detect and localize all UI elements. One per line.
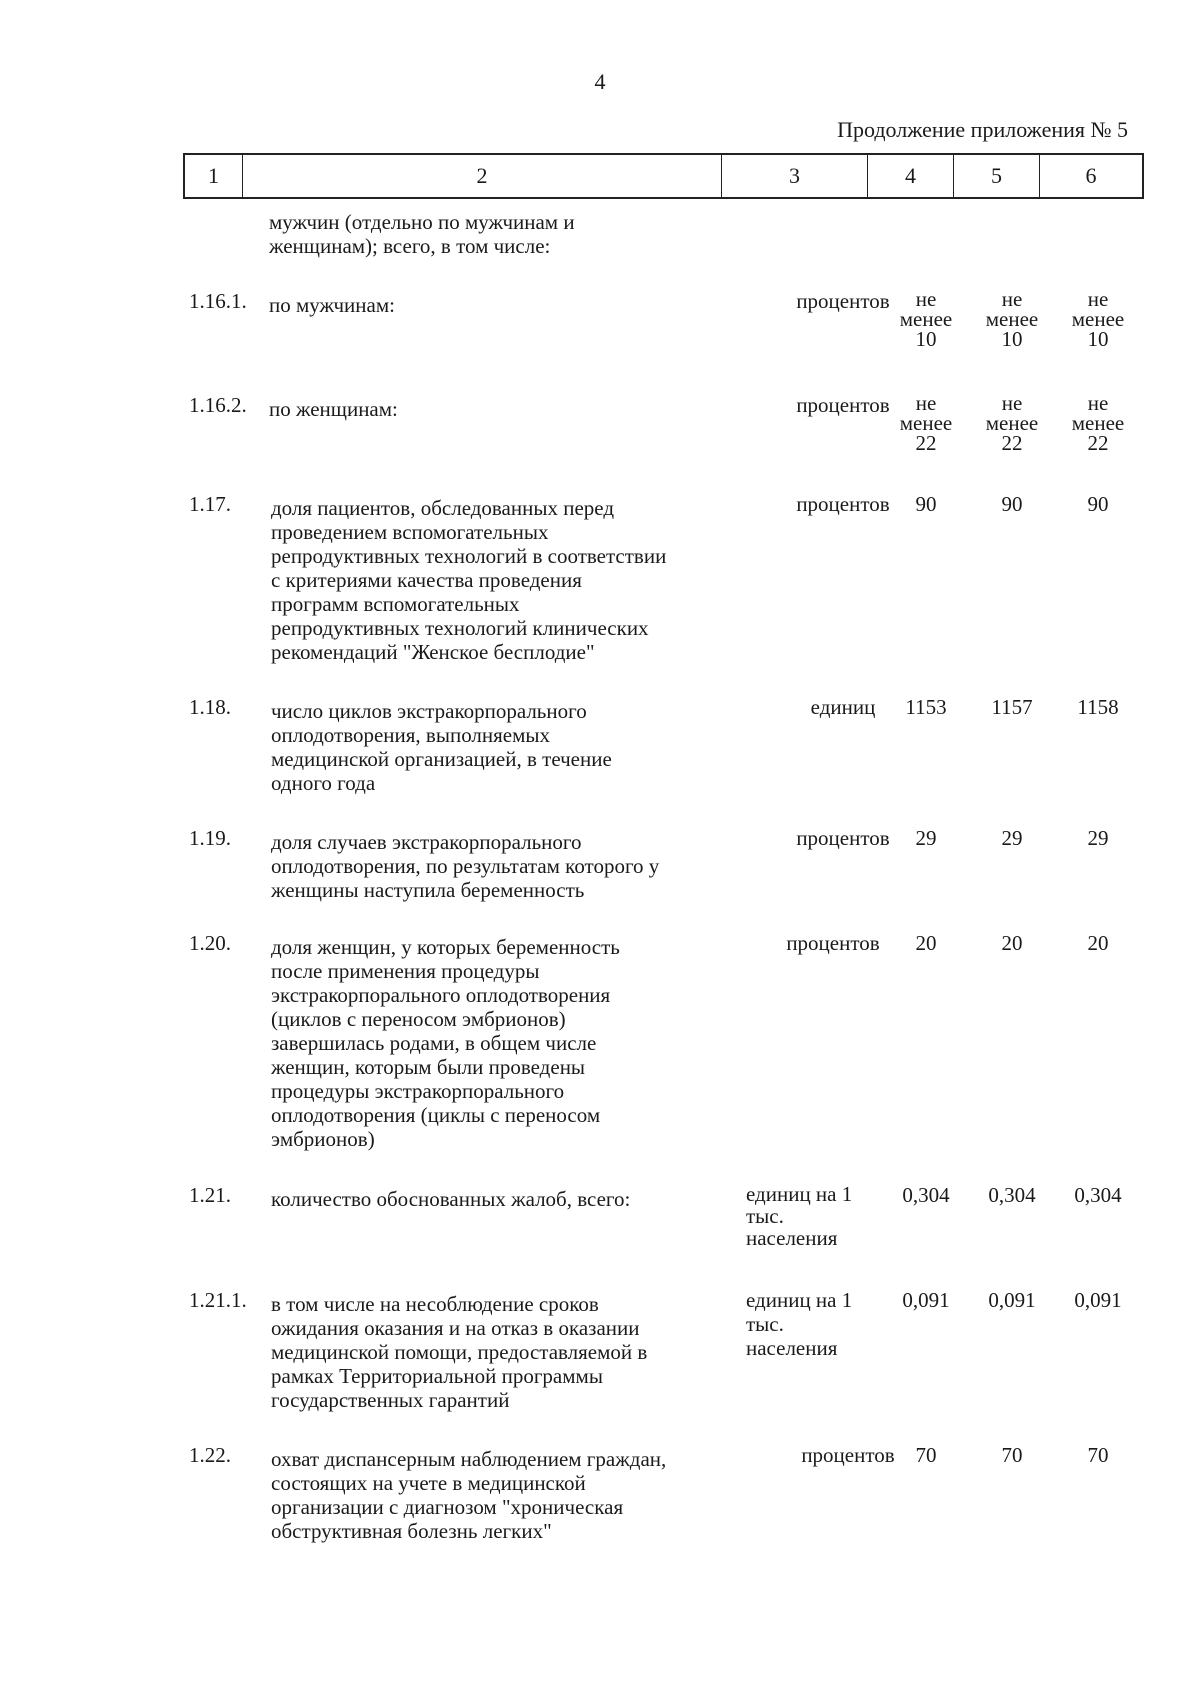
- indicator-name: охват диспансерным наблюдением граждан, состоящих на учете в медицинской организации с диагнозом "хроническая обструктивная болезнь легких": [271, 1447, 667, 1543]
- unit-of-measure: единиц на 1 тыс. населения: [746, 1288, 853, 1360]
- row-number: 1.18.: [189, 695, 231, 719]
- value-col-4: 90: [915, 492, 937, 516]
- page-number: 4: [594, 69, 606, 94]
- row-number: 1.20.: [189, 931, 231, 955]
- value-col-4: 1153: [905, 695, 947, 719]
- value-col-5: 29: [1001, 826, 1023, 850]
- header-col-4: 4: [868, 155, 954, 197]
- indicator-name: в том числе на несоблюдение сроков ожидания оказания и на отказ в оказании медицинской помощи, предоставляемой в рамках Территориальной программы государственных гарантий: [271, 1292, 648, 1412]
- value-col-5: не менее 10: [985, 287, 1039, 351]
- unit-of-measure: процентов: [801, 1443, 895, 1467]
- unit-of-measure: процентов: [796, 826, 890, 850]
- header-col-2: 2: [243, 155, 722, 197]
- unit-of-measure: единиц: [810, 695, 876, 719]
- row-number: 1.19.: [189, 826, 231, 850]
- value-col-4: 0,091: [902, 1288, 950, 1312]
- row-number: 1.21.: [189, 1183, 231, 1207]
- value-col-6: 1158: [1077, 695, 1119, 719]
- value-col-5: 90: [1001, 492, 1023, 516]
- value-col-6: 0,091: [1074, 1288, 1122, 1312]
- header-col-5: 5: [954, 155, 1040, 197]
- value-col-6: 70: [1087, 1443, 1109, 1467]
- value-col-6: 29: [1087, 826, 1109, 850]
- row-number: 1.21.1.: [189, 1288, 247, 1312]
- column-number-header: [183, 153, 1144, 199]
- header-col-6: 6: [1085, 163, 1097, 188]
- header-col-1: 1: [185, 155, 243, 197]
- value-col-5: не менее 22: [985, 391, 1039, 455]
- header-col-3: 3: [722, 155, 868, 197]
- indicator-name: по женщинам:: [269, 397, 398, 421]
- value-col-6: 0,304: [1074, 1183, 1122, 1207]
- indicator-name: доля случаев экстракорпорального оплодотворения, по результатам которого у женщины наступила беременность: [271, 830, 660, 902]
- unit-of-measure: процентов: [796, 492, 890, 516]
- value-col-6: не менее 10: [1071, 287, 1125, 351]
- value-col-4: не менее 10: [899, 287, 953, 351]
- indicator-name: доля пациентов, обследованных перед проведением вспомогательных репродуктивных технологий в соответствии с критериями качества проведения программ вспомогательных репродуктивных технологий клинических рекомендаций "Женское бесплодие": [271, 496, 667, 664]
- value-col-5: 70: [1001, 1443, 1023, 1467]
- value-col-4: не менее 22: [899, 391, 953, 455]
- value-col-6: не менее 22: [1071, 391, 1125, 455]
- value-col-5: 0,304: [988, 1183, 1036, 1207]
- value-col-6: 90: [1087, 492, 1109, 516]
- value-col-5: 1157: [991, 695, 1033, 719]
- appendix-continuation-label: Продолжение приложения № 5: [837, 117, 1128, 142]
- indicator-name: число циклов экстракорпорального оплодотворения, выполняемых медицинской организацией, в течение одного года: [271, 699, 612, 795]
- row-number: 1.22.: [189, 1443, 231, 1467]
- unit-of-measure: процентов: [796, 289, 890, 313]
- indicator-name: количество обоснованных жалоб, всего:: [271, 1187, 631, 1211]
- indicator-name: мужчин (отдельно по мужчинам и женщинам); всего, в том числе:: [269, 210, 575, 258]
- value-col-4: 70: [915, 1443, 937, 1467]
- value-col-4: 29: [915, 826, 937, 850]
- indicator-name: доля женщин, у которых беременность после применения процедуры экстракорпорального оплодотворения (циклов с переносом эмбрионов) завершилась родами, в общем числе женщин, которым были проведены процедуры экстракорпорального оплодотворения (циклы с переносом эмбрионов): [271, 935, 620, 1151]
- unit-of-measure: процентов: [786, 931, 880, 955]
- row-number: 1.17.: [189, 492, 231, 516]
- row-number: 1.16.2.: [189, 393, 247, 417]
- unit-of-measure: единиц на 1 тыс. населения: [746, 1182, 853, 1250]
- value-col-5: 0,091: [988, 1288, 1036, 1312]
- row-number: 1.16.1.: [189, 289, 247, 313]
- value-col-6: 20: [1087, 931, 1109, 955]
- value-col-4: 0,304: [902, 1183, 950, 1207]
- indicator-name: по мужчинам:: [269, 293, 395, 317]
- value-col-4: 20: [915, 931, 937, 955]
- unit-of-measure: процентов: [796, 393, 890, 417]
- value-col-5: 20: [1001, 931, 1023, 955]
